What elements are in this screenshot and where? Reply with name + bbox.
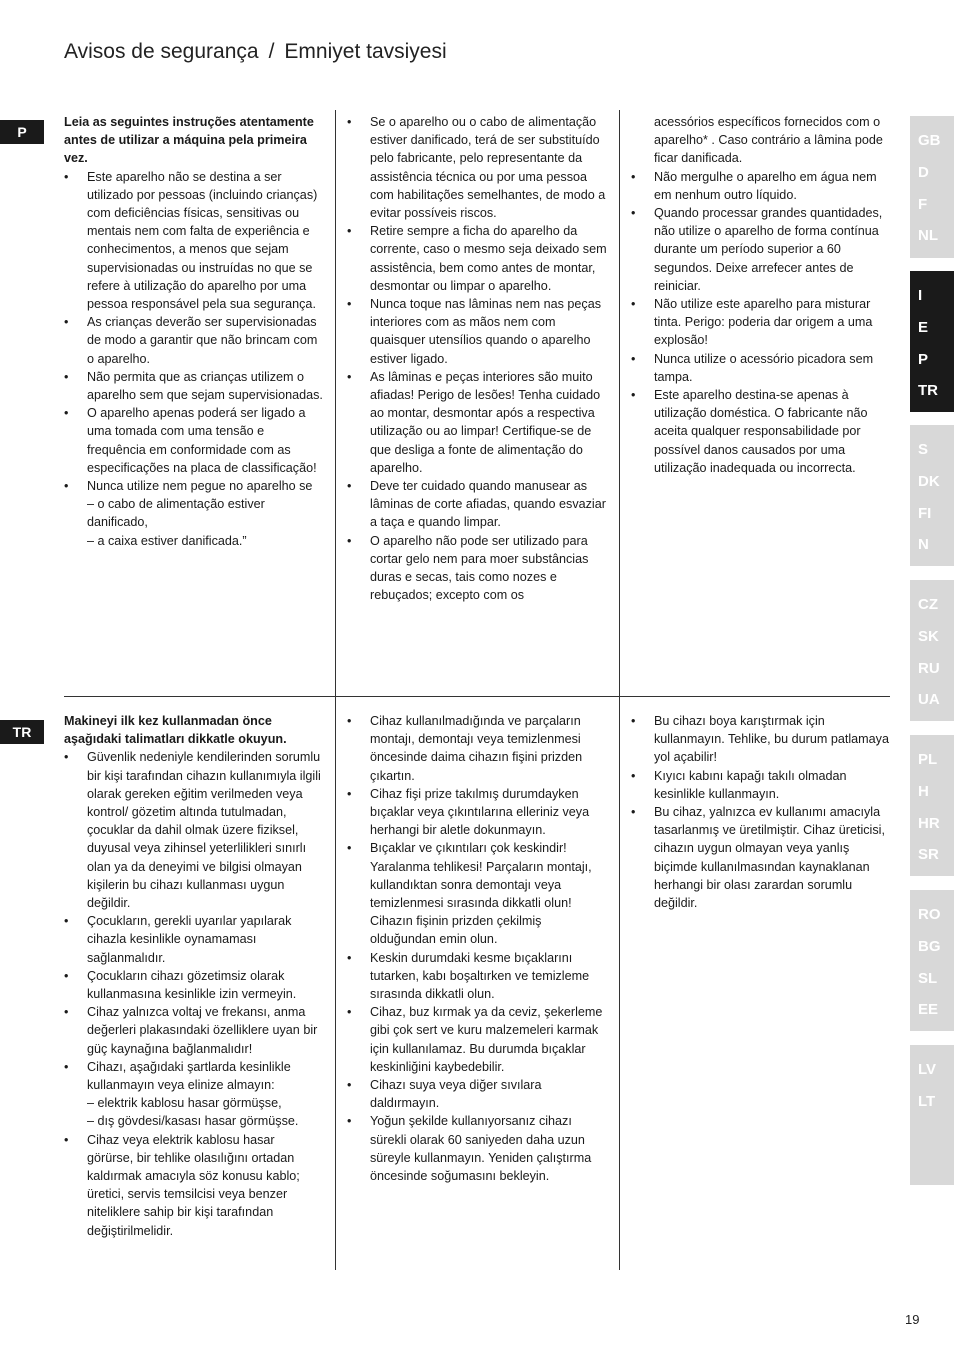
language-group-7: [910, 1045, 954, 1185]
language-code-i[interactable]: I: [918, 287, 923, 304]
list-item: • O aparelho apenas poderá ser ligado a uma tomada com uma tensão e frequência em conformidade com as especificações na placa de classificação!: [64, 404, 324, 477]
pt-column-3: [631, 113, 893, 477]
column-divider: [335, 697, 336, 1270]
language-code-bg[interactable]: BG: [918, 938, 941, 955]
list-item: • Kıyıcı kabını kapağı takılı olmadan kesinlikle kullanmayın.: [631, 767, 893, 803]
section-tab-pt: P: [0, 120, 44, 144]
title-tr: Emniyet tavsiyesi: [284, 40, 447, 63]
list-item: • Cihaz veya elektrik kablosu hasar görürse, bir tehlike olasılığını ortadan kaldırmak amacıyla söz konusu kablo; üretici, servis temsilcisi veya benzer niteliklere sahip bir kişi tarafından değiştirilmelidir.: [64, 1131, 324, 1240]
language-code-ee[interactable]: EE: [918, 1001, 939, 1018]
language-code-e[interactable]: E: [918, 319, 929, 336]
pt-list-3: [631, 168, 893, 477]
language-code-tr[interactable]: TR: [918, 382, 938, 399]
list-item: • Bu cihaz, yalnızca ev kullanımı amacıyla tasarlanmış ve üretilmiştir. Cihaz üreticisi, cihazın uygun olmayan veya yanlış biçimde kullanılmasından kaynaklanan herhangi bir olası zarardan sorumlu değildir.: [631, 803, 893, 912]
list-item: • Nunca toque nas lâminas nem nas peças interiores com as mãos nem com quaisquer utensílios quando o aparelho estiver ligado.: [347, 295, 609, 368]
language-code-ro[interactable]: RO: [918, 906, 941, 923]
language-code-n[interactable]: N: [918, 536, 929, 553]
list-item: • Cihaz fişi prize takılmış durumdayken bıçaklar veya çıkıntılarına elleriniz veya herhangi bir aletle dokunmayın.: [347, 785, 609, 840]
language-group-2: [910, 271, 954, 412]
tr-column-3: [631, 712, 893, 912]
list-item: • Çocukların cihazı gözetimsiz olarak kullanmasına kesinlikle izin vermeyin.: [64, 967, 324, 1003]
language-code-nl[interactable]: NL: [918, 227, 938, 244]
tr-intro: Makineyi ilk kez kullanmadan önce aşağıdaki talimatları dikkatle okuyun.: [64, 714, 287, 747]
list-item: • As crianças deverão ser supervisionadas de modo a garantir que não brincam com o aparelho.: [64, 313, 324, 368]
title-separator: /: [268, 40, 275, 63]
page-title: [64, 40, 447, 64]
language-group-6: [910, 890, 954, 1031]
list-sub-item: – o cabo de alimentação estiver danificado,: [87, 497, 265, 530]
language-code-ru[interactable]: RU: [918, 660, 940, 677]
pt-continuation: acessórios específicos fornecidos com o aparelho* . Caso contrário a lâmina pode ficar danificada.: [654, 115, 883, 166]
pt-intro: Leia as seguintes instruções atentamente antes de utilizar a máquina pela primeira vez.: [64, 115, 314, 166]
pt-column-2: [347, 113, 609, 604]
language-code-cz[interactable]: CZ: [918, 596, 938, 613]
language-code-fi[interactable]: FI: [918, 505, 932, 522]
list-sub-item: – a caixa estiver danificada.”: [87, 533, 247, 548]
list-item: • Este aparelho não se destina a ser utilizado por pessoas (incluindo crianças) com deficiências físicas, sensitivas ou mentais nem com falta de experiência e conhecimentos, a menos que sejam supervisionadas ou instruídas no que se refere à utilização do aparelho por uma pessoa responsável pela sua segurança.: [64, 168, 324, 314]
column-divider: [619, 697, 620, 1270]
column-divider: [335, 110, 336, 696]
list-item: • Retire sempre a ficha do aparelho da corrente, caso o mesmo seja deixado sem assistência, bem como antes de montar, desmontar ou limpar o aparelho.: [347, 222, 609, 295]
section-tab-tr: TR: [0, 720, 44, 744]
list-item: • Çocukların, gerekli uyarılar yapılarak cihazla kesinlikle oynamaması sağlanmalıdır.: [64, 912, 324, 967]
section-divider: [64, 696, 890, 697]
tr-column-1: [64, 712, 324, 1240]
list-item: • Não mergulhe o aparelho em água nem em nenhum outro líquido.: [631, 168, 893, 204]
list-item: • Quando processar grandes quantidades, não utilize o aparelho de forma contínua durante um período superior a 60 segundos. Deixe arrefecer antes de reiniciar.: [631, 204, 893, 295]
tr-list-1: [64, 748, 324, 1239]
pt-list-2: [347, 113, 609, 604]
language-code-sl[interactable]: SL: [918, 970, 938, 987]
list-item: • Cihazı suya veya diğer sıvılara daldırmayın.: [347, 1076, 609, 1112]
language-code-pl[interactable]: PL: [918, 751, 938, 768]
language-group-1: [910, 116, 954, 258]
list-item: • Deve ter cuidado quando manusear as lâminas de corte afiadas, quando esvaziar a taça e quando limpar.: [347, 477, 609, 532]
list-item: [64, 477, 324, 550]
pt-column-1: [64, 113, 324, 550]
language-code-dk[interactable]: DK: [918, 473, 940, 490]
list-item: • Não permita que as crianças utilizem o aparelho sem que sejam supervisionadas.: [64, 368, 324, 404]
list-sub-item: – dış gövdesi/kasası hasar görmüşse.: [87, 1114, 299, 1129]
language-code-s[interactable]: S: [918, 441, 929, 458]
list-item: • Se o aparelho ou o cabo de alimentação estiver danificado, terá de ser substituído pelo fabricante, pelo representante da assistência técnica ou por uma pessoa com habilitações semelhantes, de modo a evitar possíveis riscos.: [347, 113, 609, 222]
language-group-4: [910, 580, 954, 721]
list-item: • Bu cihazı boya karıştırmak için kullanmayın. Tehlike, bu durum patlamaya yol açabilir!: [631, 712, 893, 767]
language-code-d[interactable]: D: [918, 164, 929, 181]
language-code-gb[interactable]: GB: [918, 132, 941, 149]
language-group-3: [910, 425, 954, 566]
list-item-text: Nunca utilize nem pegue no aparelho se: [87, 479, 313, 494]
language-code-f[interactable]: F: [918, 196, 928, 213]
list-item: • Este aparelho destina-se apenas à utilização doméstica. O fabricante não aceita qualquer responsabilidade por possível danos causados por uma utilização inadequada ou incorrecta.: [631, 386, 893, 477]
page-number: 19: [905, 1312, 920, 1327]
language-code-lt[interactable]: LT: [918, 1093, 936, 1110]
language-group-5: [910, 735, 954, 876]
list-item: • Bıçaklar ve çıkıntıları çok keskindir! Yaralanma tehlikesi! Parçaların montajı, kullandıktan sonra demontajı veya temizlenmesi sırasında dikkatli olun! Cihazın fişinin prizden çekilmiş olduğundan emin olun.: [347, 839, 609, 948]
list-item: • Cihaz kullanılmadığında ve parçaların montajı, demontajı veya temizlenmesi öncesinde daima cihazın fişini prizden çıkartın.: [347, 712, 609, 785]
language-code-h[interactable]: H: [918, 783, 929, 800]
pt-list-1: [64, 168, 324, 550]
language-code-sr[interactable]: SR: [918, 846, 939, 863]
language-code-sk[interactable]: SK: [918, 628, 939, 645]
list-item: [64, 1058, 324, 1131]
list-item: • Yoğun şekilde kullanıyorsanız cihazı sürekli olarak 60 saniyeden daha uzun süreyle kullanmayın. Yeniden çalıştırma öncesinde soğumasını bekleyin.: [347, 1112, 609, 1185]
list-item-text: Cihazı, aşağıdaki şartlarda kesinlikle kullanmayın veya elinize almayın:: [87, 1059, 291, 1093]
list-item: • Não utilize este aparelho para misturar tinta. Perigo: poderia dar origem a uma explosão!: [631, 295, 893, 350]
list-item: • Cihaz, buz kırmak ya da ceviz, şekerleme gibi çok sert ve kuru malzemeleri karmak için kullanılamaz. Bu durumda bıçaklar keskinliğini kaybedebilir.: [347, 1003, 609, 1076]
language-code-lv[interactable]: LV: [918, 1061, 937, 1078]
title-pt: Avisos de segurança: [64, 40, 259, 63]
list-item: • Nunca utilize o acessório picadora sem tampa.: [631, 350, 893, 386]
list-item: • As lâminas e peças interiores são muito afiadas! Perigo de lesões! Tenha cuidado ao montar, desmontar após a respectiva utilização ou ao limpar! Certifique-se de que desliga a fonte de alimentação do aparelho.: [347, 368, 609, 477]
tr-list-3: [631, 712, 893, 912]
list-sub-item: – elektrik kablosu hasar görmüşse,: [87, 1096, 282, 1111]
list-item: • Cihaz yalnızca voltaj ve frekansı, anma değerleri plakasındaki özelliklere uyan bir güç kaynağına bağlanmalıdır!: [64, 1003, 324, 1058]
language-code-p[interactable]: P: [918, 351, 929, 368]
tr-list-2: [347, 712, 609, 1185]
tr-column-2: [347, 712, 609, 1185]
column-divider: [619, 110, 620, 696]
list-item: • Keskin durumdaki kesme bıçaklarını tutarken, kabı boşaltırken ve temizleme sırasında dikkatli olun.: [347, 949, 609, 1004]
language-code-ua[interactable]: UA: [918, 691, 940, 708]
list-item: • Güvenlik nedeniyle kendilerinden sorumlu bir kişi tarafından cihazın kullanımıyla ilgili olarak gereken eğitim verilmeden veya kontrol/ gözetim altında tutulmadan, çocuklar da dahil olmak üzere fiziksel, duyusal veya zihinsel yeterlilikleri sınırlı olan ya da deneyimi ve bilgisi olmayan kişilerin bu cihazı kullanması uygun değildir.: [64, 748, 324, 912]
list-item: • O aparelho não pode ser utilizado para cortar gelo nem para moer substâncias duras e secas, tais como nozes e rebuçados; excepto com os: [347, 532, 609, 605]
language-code-hr[interactable]: HR: [918, 815, 940, 832]
